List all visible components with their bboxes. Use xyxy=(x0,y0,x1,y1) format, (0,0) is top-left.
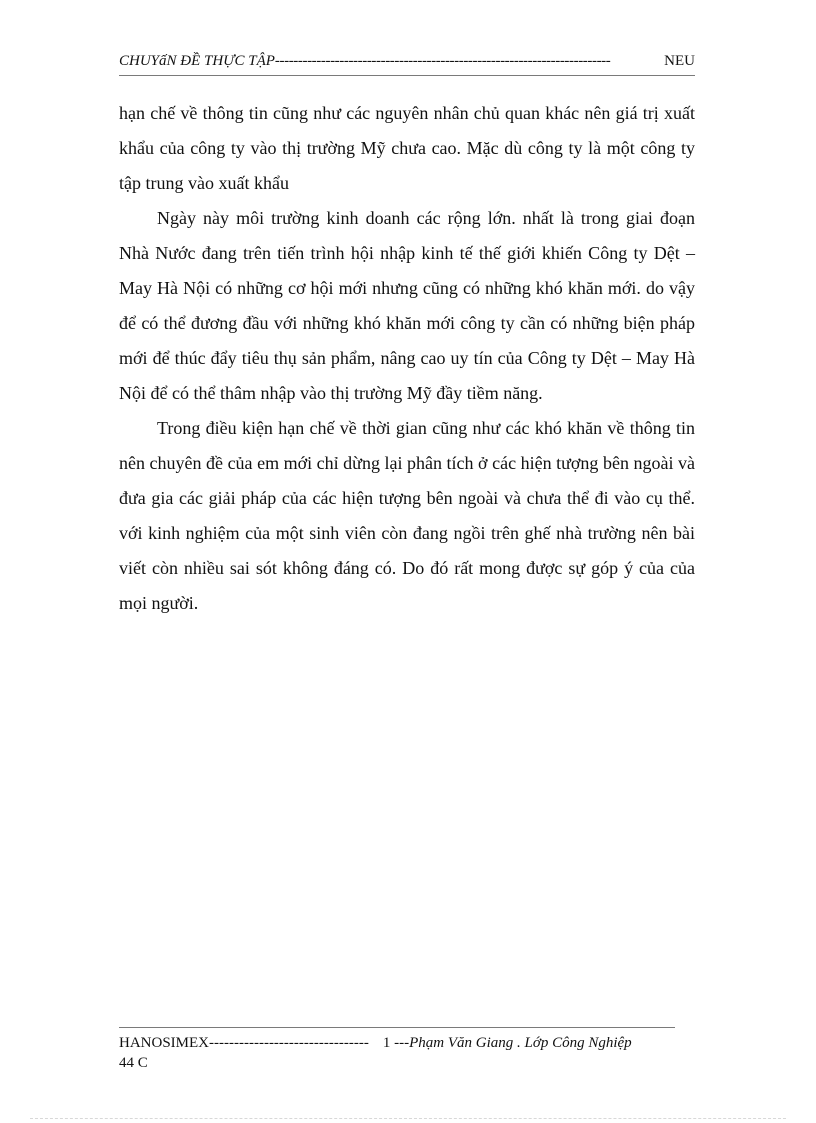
paragraph-2: Ngày này môi trường kinh doanh các rộng lớn. nhất là trong giai đoạn Nhà Nước đang trên tiến trình hội nhập kinh tế thế giới khiến Công ty Dệt – May Hà Nội có những cơ hội mới nhưng cũng có những khó khăn mới. do vậy để có thể đương đầu với những khó khăn mới công ty cần có những biện pháp mới để thúc đẩy tiêu thụ sản phẩm, nâng cao uy tín của Công ty Dệt – May Hà Nội để có thể thâm nhập vào thị trường Mỹ đầy tiềm năng. xyxy=(119,208,695,403)
footer-author: Phạm Văn Giang . Lớp Công Nghiệp xyxy=(409,1035,632,1051)
page-number: 1 xyxy=(382,1035,391,1051)
footer-line-1 xyxy=(119,1033,695,1053)
page-bottom-edge xyxy=(30,1118,786,1119)
page-footer xyxy=(119,1033,695,1073)
document-body xyxy=(119,96,695,621)
footer-left-label: HANOSIMEX xyxy=(119,1035,209,1051)
footer-prefix: --- xyxy=(394,1035,410,1051)
paragraph-1: hạn chế về thông tin cũng như các nguyên nhân chủ quan khác nên giá trị xuất khẩu của công ty vào thị trường Mỹ chưa cao. Mặc dù công ty là một công ty tập trung vào xuất khẩu xyxy=(119,103,695,193)
header-right-label: NEU xyxy=(664,53,695,69)
paragraph-3: Trong điều kiện hạn chế về thời gian cũng như các khó khăn về thông tin nên chuyên đề của em mới chỉ dừng lại phân tích ở các hiện tượng bên ngoài và đưa gia các giải pháp của các hiện tượng bên ngoài và chưa thể đi vào cụ thể. với kinh nghiệm của một sinh viên còn đang ngồi trên ghế nhà trường nên bài viết còn nhiều sai sót không đáng có. Do đó rất mong được sự góp ý của của mọi người. xyxy=(119,418,695,613)
header-title: CHUYấN ĐỀ THỰC TẬP xyxy=(119,53,275,69)
header-dashes: ------------------------------------------------------------------------- xyxy=(274,53,611,69)
footer-rule xyxy=(119,1027,675,1028)
page-header xyxy=(119,52,695,74)
header-rule xyxy=(119,75,695,76)
footer-class-suffix: 44 C xyxy=(119,1055,148,1071)
footer-dashes: -------------------------------- xyxy=(209,1035,369,1051)
